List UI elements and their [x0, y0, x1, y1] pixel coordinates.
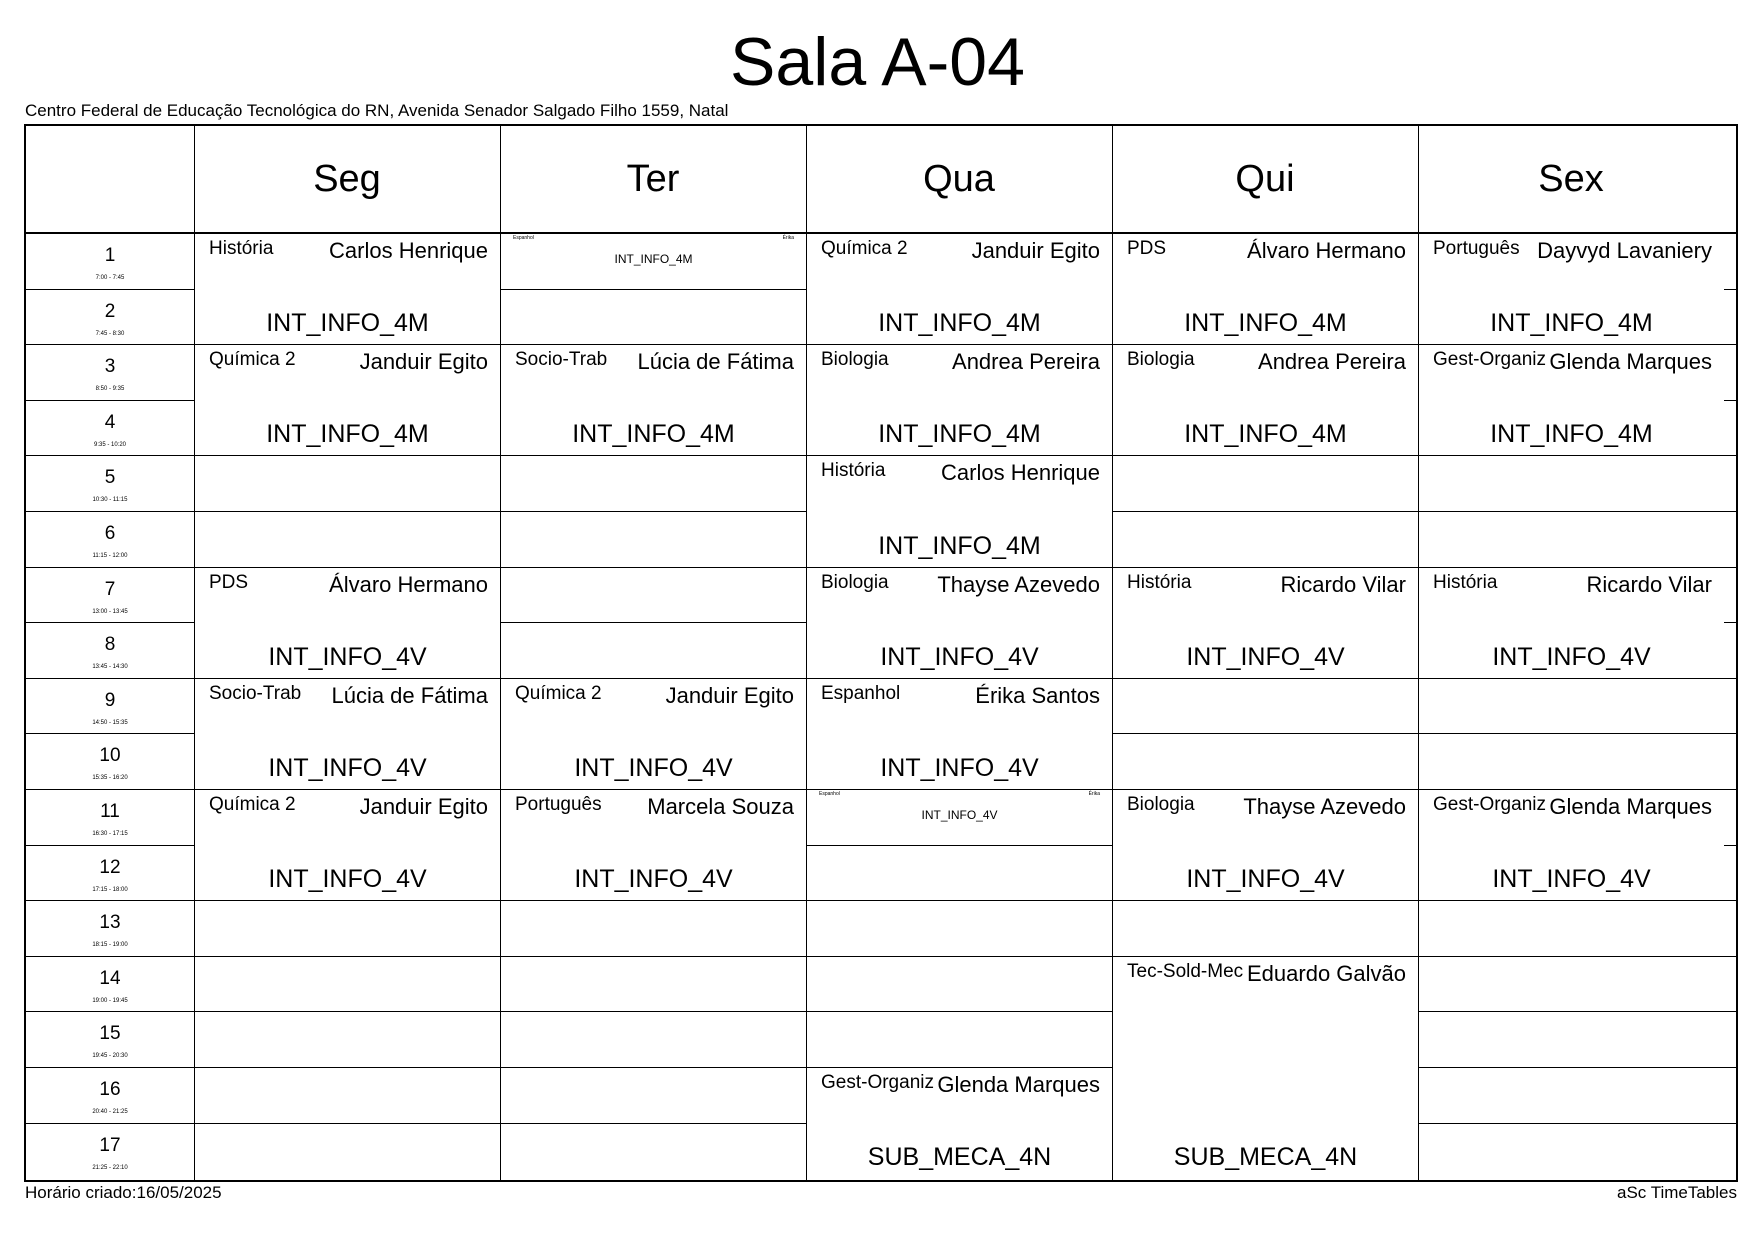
lesson-class: INT_INFO_4M — [878, 531, 1041, 560]
lesson-class: INT_INFO_4M — [614, 252, 693, 266]
lesson-subject: História — [209, 238, 274, 259]
lesson-teacher: Janduir Egito — [971, 238, 1100, 263]
period-number: 6 — [104, 523, 116, 544]
lesson-subject: História — [1127, 571, 1192, 593]
period-number: 14 — [99, 967, 121, 989]
lesson-card[interactable] — [1419, 790, 1724, 900]
brand-label: aSc TimeTables — [1617, 1183, 1737, 1202]
lesson-class: INT_INFO_4M — [1184, 309, 1347, 338]
lesson-card[interactable] — [1113, 568, 1418, 678]
lesson-card[interactable] — [1419, 345, 1724, 455]
lesson-class: INT_INFO_4M — [878, 309, 1041, 338]
period-number: 12 — [99, 856, 121, 878]
day-header-sex: Sex — [1538, 158, 1604, 200]
lesson-teacher: Lúcia de Fátima — [637, 349, 794, 375]
period-number: 2 — [104, 300, 116, 322]
lesson-teacher: Érika — [1088, 791, 1100, 797]
row-divider — [26, 956, 1736, 957]
lesson-teacher: Janduir Egito — [359, 349, 488, 375]
lesson-class: INT_INFO_4V — [1492, 865, 1651, 894]
lesson-card[interactable] — [807, 456, 1112, 566]
lesson-teacher: Janduir Egito — [665, 682, 794, 708]
period-number: 1 — [104, 245, 116, 266]
period-time: 17:15 - 18:00 — [92, 886, 128, 893]
lesson-card[interactable] — [195, 790, 500, 900]
period-time: 10:30 - 11:15 — [92, 497, 128, 504]
period-time: 18:15 - 19:00 — [92, 942, 128, 949]
lesson-teacher: Andrea Pereira — [1258, 349, 1406, 375]
lesson-teacher: Eduardo Galvão — [1247, 960, 1406, 986]
lesson-subject: Gest-Organiz — [1433, 794, 1546, 815]
lesson-subject: História — [821, 460, 886, 482]
period-time: 13:45 - 14:30 — [92, 664, 128, 671]
lesson-class: INT_INFO_4V — [880, 642, 1039, 671]
period-time: 9:35 - 10:20 — [93, 441, 127, 448]
lesson-teacher: Ricardo Vilar — [1586, 571, 1712, 597]
period-number: 5 — [104, 467, 116, 489]
lesson-card[interactable] — [195, 234, 500, 344]
period-number: 11 — [100, 801, 120, 822]
lesson-class: INT_INFO_4M — [1184, 420, 1347, 449]
lesson-teacher: Érika Santos — [975, 682, 1100, 708]
lesson-class: INT_INFO_4V — [574, 753, 733, 782]
period-number: 17 — [99, 1134, 121, 1156]
lesson-teacher: Thayse Azevedo — [1243, 794, 1406, 819]
lesson-card[interactable] — [195, 345, 500, 455]
period-number: 4 — [104, 411, 116, 433]
lesson-teacher: Carlos Henrique — [329, 238, 488, 263]
period-number: 15 — [99, 1023, 121, 1045]
lesson-teacher: Álvaro Hermano — [329, 571, 488, 597]
lesson-teacher: Glenda Marques — [1549, 349, 1712, 375]
period-time: 8:50 - 9:35 — [95, 386, 125, 393]
lesson-card[interactable] — [807, 790, 1112, 845]
lesson-teacher: Álvaro Hermano — [1247, 238, 1406, 263]
lesson-class: SUB_MECA_4N — [867, 1143, 1052, 1172]
lesson-subject: Gest-Organiz — [1433, 349, 1546, 371]
lesson-card[interactable] — [501, 234, 806, 289]
lesson-subject: Química 2 — [821, 238, 908, 259]
lesson-teacher: Glenda Marques — [937, 1072, 1100, 1097]
lesson-class: INT_INFO_4M — [266, 309, 429, 338]
lesson-subject: Química 2 — [209, 794, 296, 815]
period-time: 14:50 - 15:35 — [92, 719, 128, 726]
lesson-class: INT_INFO_4V — [574, 865, 733, 894]
lesson-class: INT_INFO_4M — [266, 420, 429, 449]
lesson-subject: PDS — [209, 571, 249, 593]
row-divider — [26, 900, 1736, 901]
lesson-card[interactable] — [501, 679, 806, 789]
lesson-subject: Química 2 — [209, 349, 296, 371]
lesson-subject: História — [1433, 571, 1498, 593]
lesson-card[interactable] — [1419, 568, 1724, 678]
lesson-teacher: Ricardo Vilar — [1280, 571, 1406, 597]
period-time: 16:30 - 17:15 — [92, 831, 128, 837]
lesson-subject: Biologia — [1127, 794, 1195, 815]
lesson-class: INT_INFO_4M — [572, 420, 735, 449]
lesson-teacher: Érika — [782, 235, 794, 241]
lesson-subject: Biologia — [1127, 349, 1195, 371]
page-title: Sala A-04 — [730, 24, 1025, 100]
timetable-grid — [24, 124, 1738, 1182]
lesson-card[interactable] — [1419, 234, 1724, 344]
lesson-subject: Português — [515, 794, 602, 815]
period-time: 20:40 - 21:25 — [92, 1109, 128, 1115]
lesson-card[interactable] — [807, 234, 1112, 344]
lesson-class: INT_INFO_4M — [1490, 420, 1653, 449]
period-time: 11:15 - 12:00 — [92, 553, 128, 559]
lesson-class: INT_INFO_4M — [1490, 309, 1653, 338]
lesson-card[interactable] — [195, 568, 500, 678]
lesson-subject: Química 2 — [515, 682, 602, 704]
lesson-card[interactable] — [807, 568, 1112, 678]
lesson-subject: PDS — [1127, 238, 1167, 259]
row-divider — [26, 1011, 1736, 1012]
day-header-ter: Ter — [626, 158, 680, 200]
period-time: 15:35 - 16:20 — [92, 775, 128, 782]
lesson-teacher: Janduir Egito — [359, 794, 488, 819]
lesson-subject: Socio-Trab — [209, 682, 302, 704]
lesson-subject: Espanhol — [513, 235, 534, 241]
lesson-card[interactable] — [807, 345, 1112, 455]
lesson-teacher: Glenda Marques — [1549, 794, 1712, 819]
lesson-class: INT_INFO_4M — [878, 420, 1041, 449]
period-time: 7:00 - 7:45 — [95, 275, 125, 281]
lesson-subject: Socio-Trab — [515, 349, 608, 371]
period-time: 7:45 - 8:30 — [95, 330, 125, 337]
lesson-teacher: Marcela Souza — [647, 794, 794, 819]
institution-address: Centro Federal de Educação Tecnológica do RN, Avenida Senador Salgado Filho 1559, Natal — [25, 101, 729, 120]
lesson-subject: Tec-Sold-Mec — [1127, 960, 1244, 982]
lesson-class: INT_INFO_4V — [880, 753, 1039, 782]
lesson-card[interactable] — [501, 790, 806, 900]
day-header-qui: Qui — [1235, 158, 1295, 200]
day-header-seg: Seg — [313, 158, 381, 200]
lesson-subject: Biologia — [821, 571, 889, 593]
period-time: 19:00 - 19:45 — [92, 997, 128, 1004]
lesson-teacher: Dayvyd Lavaniery — [1537, 238, 1712, 263]
period-time: 19:45 - 20:30 — [92, 1053, 128, 1060]
day-header-qua: Qua — [923, 158, 995, 200]
lesson-teacher: Andrea Pereira — [952, 349, 1100, 375]
period-number: 3 — [104, 356, 116, 378]
lesson-card[interactable] — [1113, 345, 1418, 455]
lesson-class: INT_INFO_4V — [268, 865, 427, 894]
lesson-class: SUB_MECA_4N — [1173, 1143, 1358, 1172]
lesson-card[interactable] — [501, 345, 806, 455]
lesson-card[interactable] — [195, 679, 500, 789]
period-time: 21:25 - 22:10 — [92, 1164, 128, 1171]
lesson-subject: Espanhol — [821, 682, 901, 704]
lesson-teacher: Lúcia de Fátima — [331, 682, 488, 708]
lesson-card[interactable] — [1113, 790, 1418, 900]
period-number: 9 — [104, 689, 116, 711]
period-number: 16 — [99, 1079, 121, 1100]
lesson-class: INT_INFO_4V — [268, 642, 427, 671]
lesson-teacher: Carlos Henrique — [941, 460, 1100, 486]
lesson-card[interactable] — [807, 1068, 1112, 1178]
period-number: 13 — [99, 912, 121, 934]
lesson-card[interactable] — [807, 679, 1112, 789]
lesson-subject: Biologia — [821, 349, 889, 371]
lesson-card[interactable] — [1113, 234, 1418, 344]
lesson-class: INT_INFO_4V — [921, 808, 998, 822]
period-number: 7 — [104, 578, 116, 600]
period-number: 10 — [99, 745, 121, 767]
lesson-subject: Português — [1433, 238, 1520, 259]
period-time: 13:00 - 13:45 — [92, 608, 128, 615]
lesson-class: INT_INFO_4V — [1186, 865, 1345, 894]
lesson-class: INT_INFO_4V — [1492, 642, 1651, 671]
period-number: 8 — [104, 634, 116, 656]
lesson-card[interactable] — [1113, 957, 1418, 1178]
lesson-class: INT_INFO_4V — [1186, 642, 1345, 671]
created-date: Horário criado:16/05/2025 — [25, 1183, 222, 1202]
lesson-subject: Gest-Organiz — [821, 1072, 934, 1093]
lesson-class: INT_INFO_4V — [268, 753, 427, 782]
lesson-subject: Espanhol — [819, 791, 840, 797]
lesson-teacher: Thayse Azevedo — [937, 571, 1100, 597]
